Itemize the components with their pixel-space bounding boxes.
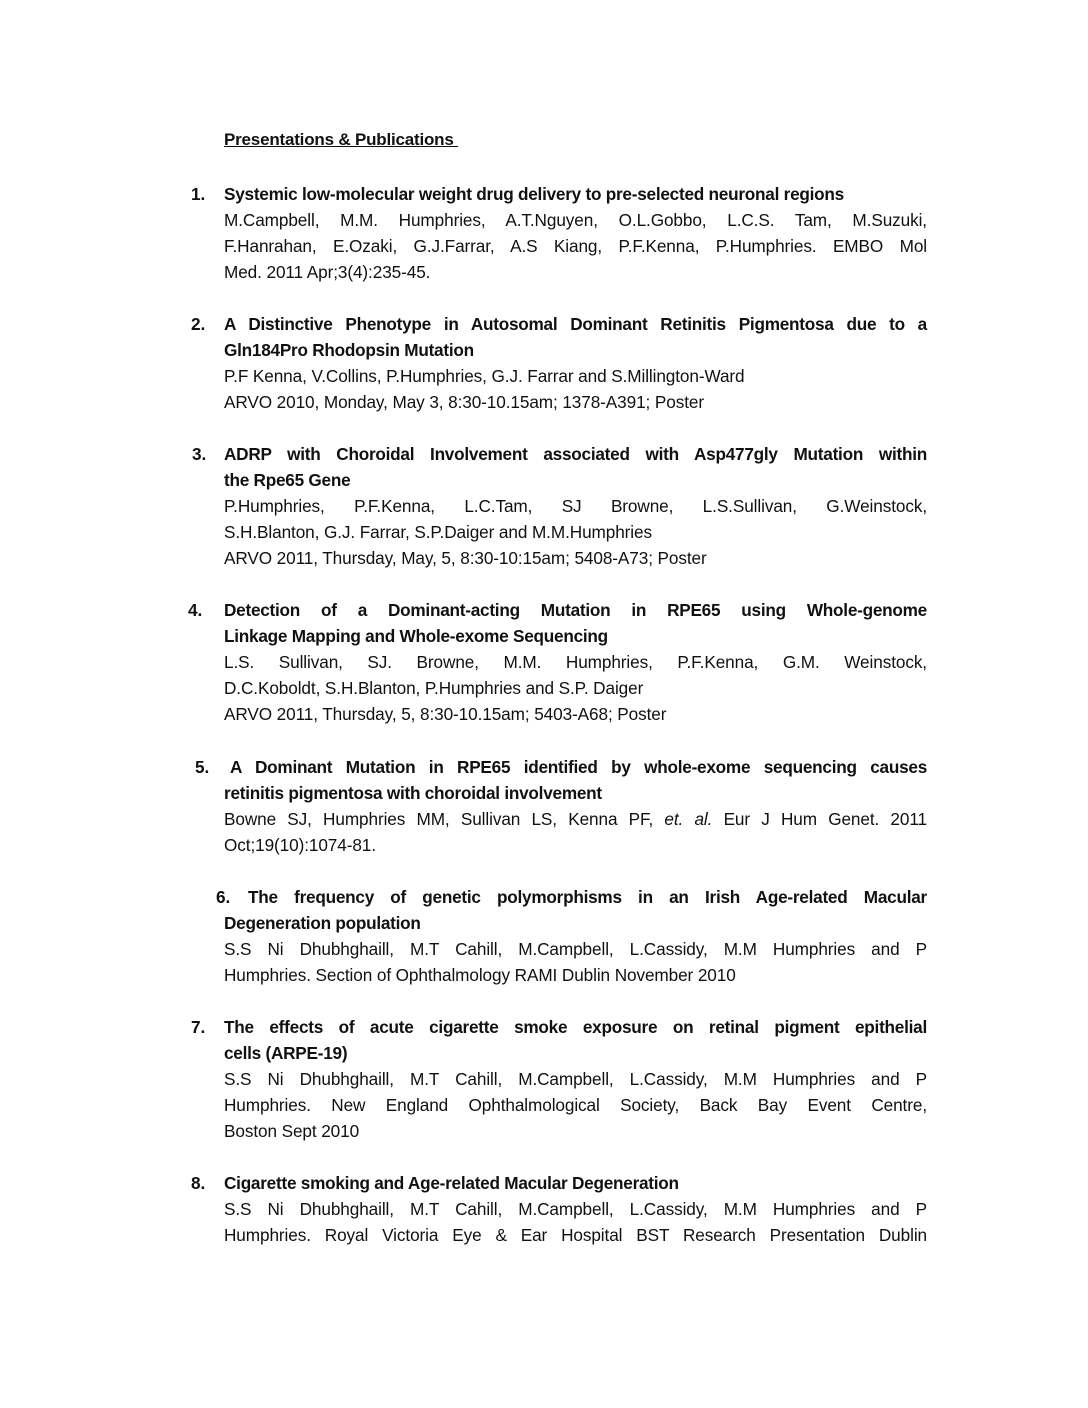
entry-title	[224, 311, 927, 363]
entry-title	[224, 441, 927, 493]
journal-text: Eur J Hum Genet. 2011	[712, 809, 927, 829]
title-line: Degeneration population	[224, 913, 421, 933]
publication-entry	[216, 884, 927, 988]
publication-entry	[191, 1170, 927, 1248]
publication-entry	[192, 441, 927, 571]
author-line: S.S Ni Dhubhghaill, M.T Cahill, M.Campbell, L.Cassidy, M.M Humphries and P	[224, 939, 927, 959]
author-line: P.F Kenna, V.Collins, P.Humphries, G.J. Farrar and S.Millington-Ward	[224, 366, 745, 386]
entry-authors	[224, 806, 927, 858]
entry-title	[224, 754, 927, 806]
venue-line: ARVO 2011, Thursday, May, 5, 8:30-10:15am; 5408-A73; Poster	[224, 548, 707, 568]
entry-authors	[224, 207, 927, 285]
entry-number: 3.	[192, 444, 207, 464]
entry-title	[224, 1014, 927, 1066]
author-line: S.S Ni Dhubhghaill, M.T Cahill, M.Campbell, L.Cassidy, M.M Humphries and P	[224, 1199, 927, 1219]
venue-line: ARVO 2010, Monday, May 3, 8:30-10.15am; 1378-A391; Poster	[224, 392, 704, 412]
entry-title	[224, 884, 927, 936]
entry-venue	[224, 545, 927, 571]
author-line: Humphries. Section of Ophthalmology RAMI Dublin November 2010	[224, 965, 736, 985]
entry-title	[224, 1170, 927, 1196]
entry-authors	[224, 493, 927, 545]
author-line: Humphries. New England Ophthalmological Society, Back Bay Event Centre,	[224, 1095, 927, 1115]
entry-authors	[224, 649, 927, 701]
title-line: retinitis pigmentosa with choroidal involvement	[224, 783, 602, 803]
entry-authors	[224, 1066, 927, 1144]
author-line: Oct;19(10):1074-81.	[224, 835, 376, 855]
entry-authors	[224, 1196, 927, 1248]
publication-entry	[191, 1014, 927, 1144]
title-line: cells (ARPE-19)	[224, 1043, 348, 1063]
author-line: Boston Sept 2010	[224, 1121, 360, 1141]
entry-number: 7.	[191, 1017, 206, 1037]
entry-number: 2.	[191, 314, 206, 334]
entry-number: 6.	[216, 887, 231, 907]
title-line: Systemic low-molecular weight drug delivery to pre-selected neuronal regions	[224, 184, 844, 204]
author-line: S.H.Blanton, G.J. Farrar, S.P.Daiger and M.M.Humphries	[224, 522, 652, 542]
title-line: A Dominant Mutation in RPE65 identified by whole-exome sequencing causes	[230, 757, 927, 777]
entry-number: 8.	[191, 1173, 206, 1193]
entry-number: 5.	[195, 757, 210, 777]
entry-authors	[224, 936, 927, 988]
title-line: Gln184Pro Rhodopsin Mutation	[224, 340, 474, 360]
publication-entry	[191, 311, 927, 415]
title-line: the Rpe65 Gene	[224, 470, 351, 490]
entry-number: 1.	[191, 184, 206, 204]
author-line: F.Hanrahan, E.Ozaki, G.J.Farrar, A.S Kiang, P.F.Kenna, P.Humphries. EMBO Mol	[224, 236, 927, 256]
entry-title	[224, 181, 927, 207]
title-line: A Distinctive Phenotype in Autosomal Dominant Retinitis Pigmentosa due to a	[224, 314, 927, 334]
author-line: P.Humphries, P.F.Kenna, L.C.Tam, SJ Browne, L.S.Sullivan, G.Weinstock,	[224, 496, 927, 516]
title-line: The effects of acute cigarette smoke exposure on retinal pigment epithelial	[224, 1017, 927, 1037]
title-line: The frequency of genetic polymorphisms in an Irish Age-related Macular	[248, 887, 927, 907]
author-line: Med. 2011 Apr;3(4):235-45.	[224, 262, 431, 282]
entry-venue	[224, 389, 927, 415]
title-line: ADRP with Choroidal Involvement associated with Asp477gly Mutation within	[224, 444, 927, 464]
author-line	[224, 806, 927, 832]
title-line: Linkage Mapping and Whole-exome Sequencing	[224, 626, 608, 646]
publication-entry	[188, 597, 927, 727]
entry-authors	[224, 363, 927, 389]
section-heading: Presentations & Publications	[224, 130, 459, 149]
et-al-text: et. al.	[664, 809, 713, 829]
entry-venue	[224, 701, 927, 727]
author-line: Humphries. Royal Victoria Eye & Ear Hospital BST Research Presentation Dublin	[224, 1225, 927, 1245]
author-line: D.C.Koboldt, S.H.Blanton, P.Humphries and S.P. Daiger	[224, 678, 644, 698]
title-line: Detection of a Dominant-acting Mutation in RPE65 using Whole-genome	[224, 600, 927, 620]
publication-entry	[191, 181, 927, 285]
author-text: Bowne SJ, Humphries MM, Sullivan LS, Kenna PF,	[224, 809, 665, 829]
title-line: Cigarette smoking and Age-related Macular Degeneration	[224, 1173, 679, 1193]
author-line: S.S Ni Dhubhghaill, M.T Cahill, M.Campbell, L.Cassidy, M.M Humphries and P	[224, 1069, 927, 1089]
publication-entry	[195, 754, 927, 858]
author-line: L.S. Sullivan, SJ. Browne, M.M. Humphries, P.F.Kenna, G.M. Weinstock,	[224, 652, 927, 672]
venue-line: ARVO 2011, Thursday, 5, 8:30-10.15am; 5403-A68; Poster	[224, 704, 667, 724]
entry-number: 4.	[188, 600, 203, 620]
entry-title	[224, 597, 927, 649]
author-line: M.Campbell, M.M. Humphries, A.T.Nguyen, O.L.Gobbo, L.C.S. Tam, M.Suzuki,	[224, 210, 927, 230]
